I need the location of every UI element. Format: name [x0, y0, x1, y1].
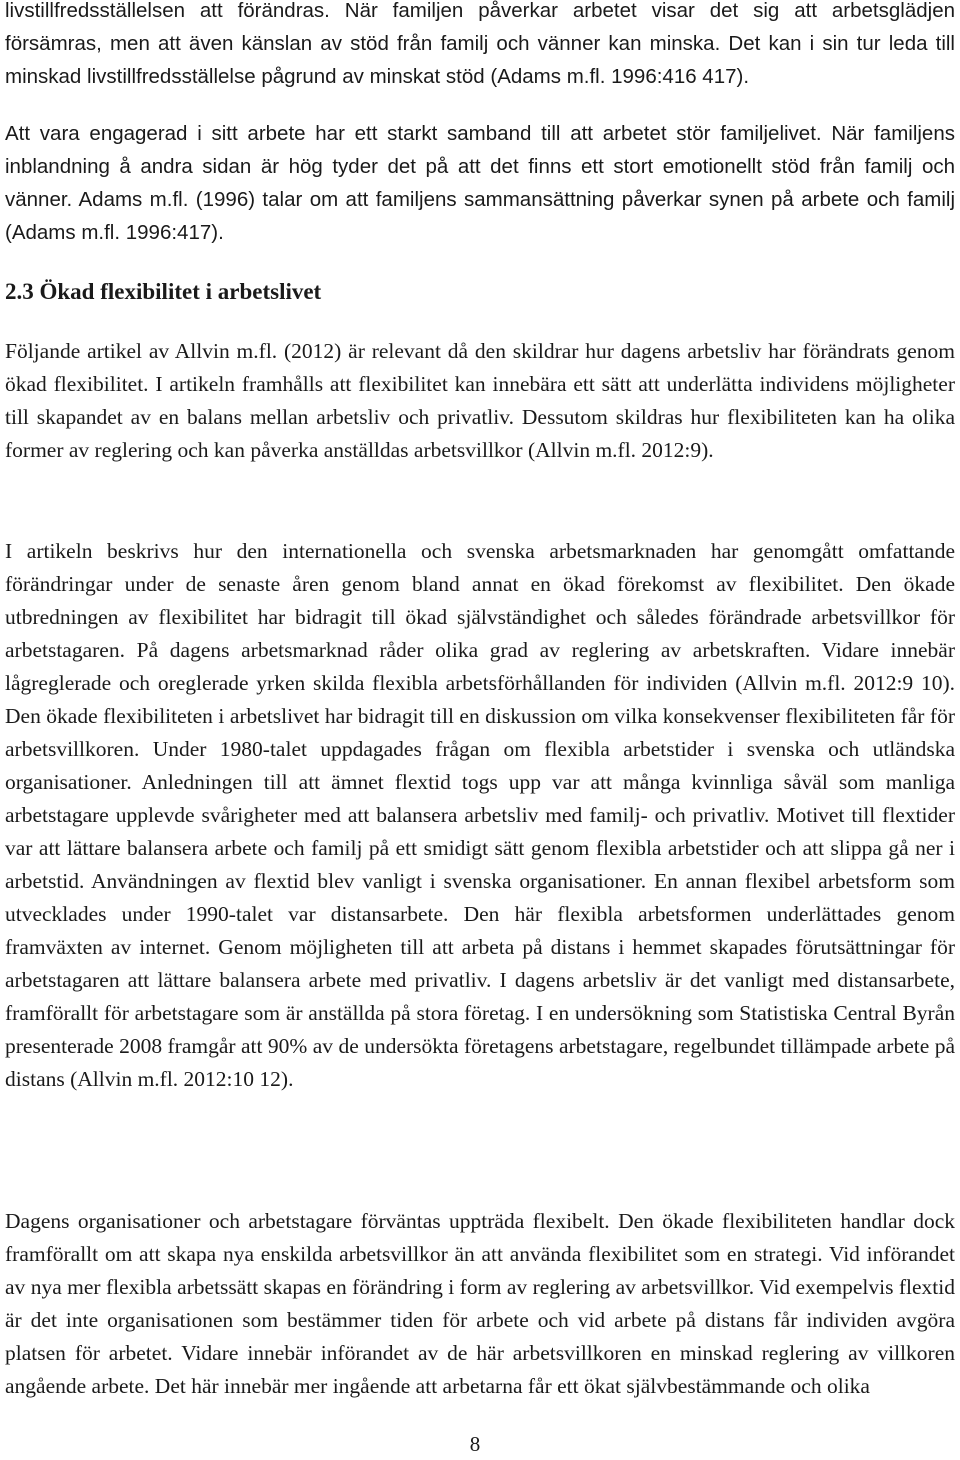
section-heading: 2.3 Ökad flexibilitet i arbetslivet — [5, 279, 322, 304]
page-number: 8 — [469, 1432, 481, 1456]
paragraph-organisations: Dagens organisationer och arbetstagare förväntas uppträda flexibelt. Den ökade flexibiliteten handlar dock framförallt om att skapa nya enskilda arbetsvillkor än att använda flexibilitet som en strategi. Vid införandet av nya mer flexibla arbetssätt skapas en förändring i form av reglering av arbetsvillkor. Vid exempelvis flextid är det inte organisationen som bestämmer tiden för arbete och vid arbete på distans får individen avgöra platsen för arbetet. Vidare innebär införandet av de här arbetsvillkoren en minskad reglering av villkoren angående arbete. Det här innebär mer ingående att arbetarna får ett ökat självbestämmande och olika — [5, 1209, 955, 1398]
paragraph-continuation: livstillfredsställelsen att förändras. När familjen påverkar arbetet visar det sig att arbetsglädjen försämras, men att även känslan av stöd från familj och vänner kan minska. Det kan i sin tur leda till minskad livstillfredsställelse pågrund av minskat stöd (Adams m.fl. 1996:416 417). — [5, 0, 955, 88]
paragraph-labour-market: I artikeln beskrivs hur den internationella och svenska arbetsmarknaden har genomgått omfattande förändringar under de senaste åren genom bland annat en ökad förekomst av flexibilitet. Den ökade utbredningen av flexibilitet har bidragit till ökad självständighet och således förändrade arbetsvillkor för arbetstagaren. På dagens arbetsmarknad råder olika grad av reglering av arbetskraften. Vidare innebär lågreglerade och oreglerade yrken skilda flexibla arbetsförhållanden för individen (Allvin m.fl. 2012:9 10). Den ökade flexibiliteten i arbetslivet har bidragit till en diskussion om vilka konsekvenser flexibiliteten får för arbetsvillkoren. Under 1980-talet uppdagades frågan om flexibla arbetstider i svenska och utländska organisationer. Anledningen till att ämnet flextid togs upp var att många kvinnliga såväl som manliga arbetstagare upplevde svårigheter med att balansera arbetsliv med familj- och privatliv. Motivet till flextider var att lättare balansera arbete och familj på ett smidigt sätt genom flexibla arbetstider och att slippa gå ner i arbetstid. Användningen av flextid blev vanligt i svenska organisationer. En annan flexibel arbetsform som utvecklades under 1990-talet var distansarbete. Den här flexibla arbetsformen underlättades genom framväxten av internet. Genom möjligheten till att arbeta på distans i hemmet skapades förutsättningar för arbetstagaren att lättare balansera arbete med privatliv. I dagens arbetsliv är det vanligt med distansarbete, framförallt för arbetstagare som är anställda på stora företag. I en undersökning som Statistiska Central Byrån presenterade 2008 framgår att 90% av de undersökta företagens arbetstagare, regelbundet tillämpade arbete på distans (Allvin m.fl. 2012:10 12). — [5, 539, 955, 1091]
paragraph-allvin-intro: Följande artikel av Allvin m.fl. (2012) är relevant då den skildrar hur dagens arbetsliv har förändrats genom ökad flexibilitet. I artikeln framhålls att flexibilitet kan innebära ett sätt att underlätta individens möjligheter till skapandet av en balans mellan arbetsliv och privatliv. Dessutom skildras hur flexibiliteten kan ha olika former av reglering och kan påverka anställdas arbetsvillkor (Allvin m.fl. 2012:9). — [5, 339, 955, 462]
paragraph-engagement: Att vara engagerad i sitt arbete har ett starkt samband till att arbetet stör familjelivet. När familjens inblandning å andra sidan är hög tyder det på att det finns ett stort emotionellt stöd från familj och vänner. Adams m.fl. (1996) talar om att familjens sammansättning påverkar synen på arbete och familj (Adams m.fl. 1996:417). — [5, 122, 955, 244]
